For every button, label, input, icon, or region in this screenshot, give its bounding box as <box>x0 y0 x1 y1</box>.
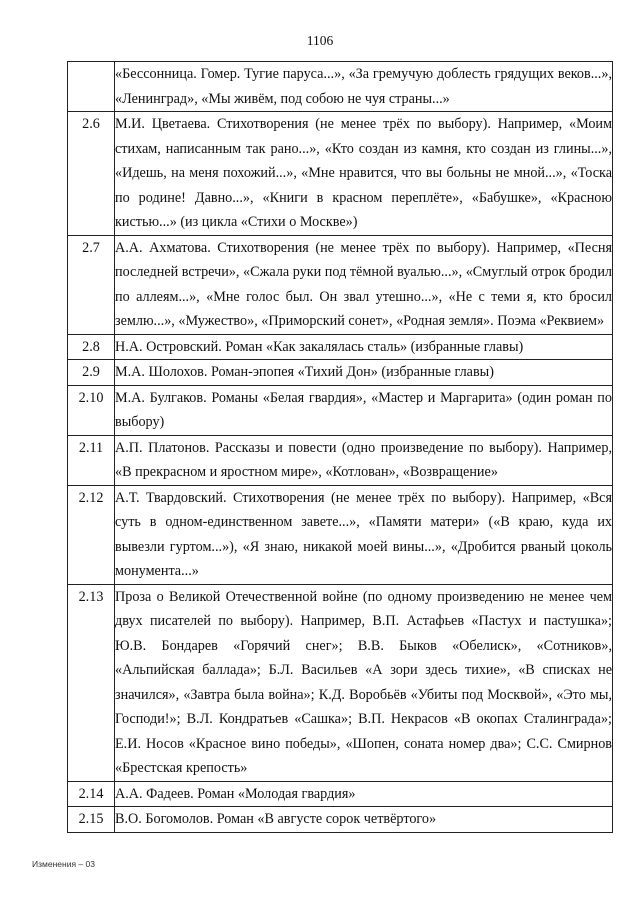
row-text: В.О. Богомолов. Роман «В августе сорок четвёртого» <box>115 807 613 833</box>
row-text: Н.А. Островский. Роман «Как закалялась сталь» (избранные главы) <box>115 334 613 360</box>
footer-revision-note: Изменения – 03 <box>32 859 95 869</box>
row-number <box>68 62 115 112</box>
row-text: М.И. Цветаева. Стихотворения (не менее трёх по выбору). Например, «Моим стихам, написанным так рано...», «Кто создан из камня, кто создан из глины...», «Идешь, на меня похожий...», «Мне нравится, что вы больны не мной...», «Тоска по родине! Давно...», «Книги в красном переплёте», «Бабушке», «Красною кистью...» (из цикла «Стихи о Москве») <box>115 112 613 236</box>
row-text: А.Т. Твардовский. Стихотворения (не менее трёх по выбору). Например, «Вся суть в одном-единственном завете...», «Памяти матери» («В краю, куда их вывезли гуртом...»), «Я знаю, никакой моей вины...», «Дробится рваный цоколь монумента...» <box>115 485 613 584</box>
row-text: А.А. Ахматова. Стихотворения (не менее трёх по выбору). Например, «Песня последней встречи», «Сжала руки под тёмной вуалью...», «Смуглый отрок бродил по аллеям...», «Мне голос был. Он звал утешно...», «Не с теми я, кто бросил землю...», «Мужество», «Приморский сонет», «Родная земля». Поэма «Реквием» <box>115 235 613 334</box>
row-number: 2.15 <box>68 807 115 833</box>
table-row <box>68 584 613 781</box>
table-row <box>68 807 613 833</box>
table-row <box>68 235 613 334</box>
row-text: А.А. Фадеев. Роман «Молодая гвардия» <box>115 781 613 807</box>
row-text: А.П. Платонов. Рассказы и повести (одно произведение по выбору). Например, «В прекрасном и яростном мире», «Котлован», «Возвращение» <box>115 435 613 485</box>
table-row <box>68 781 613 807</box>
row-number: 2.6 <box>68 112 115 236</box>
row-number: 2.8 <box>68 334 115 360</box>
row-text: М.А. Булгаков. Романы «Белая гвардия», «Мастер и Маргарита» (один роман по выбору) <box>115 385 613 435</box>
table-row <box>68 485 613 584</box>
row-number: 2.12 <box>68 485 115 584</box>
curriculum-table <box>67 61 613 833</box>
table-row <box>68 112 613 236</box>
row-text: Проза о Великой Отечественной войне (по одному произведению не менее чем двух писателей по выбору). Например, В.П. Астафьев «Пастух и пастушка»; Ю.В. Бондарев «Горячий снег»; В.В. Быков «Обелиск», «Сотников», «Альпийская баллада»; Б.Л. Васильев «А зори здесь тихие», «В списках не значился», «Завтра была война»; К.Д. Воробьёв «Убиты под Москвой», «Это мы, Господи!»; В.Л. Кондратьев «Сашка»; В.П. Некрасов «В окопах Сталинграда»; Е.И. Носов «Красное вино победы», «Шопен, соната номер два»; С.С. Смирнов «Брестская крепость» <box>115 584 613 781</box>
row-number: 2.10 <box>68 385 115 435</box>
table-row <box>68 435 613 485</box>
row-text: М.А. Шолохов. Роман-эпопея «Тихий Дон» (избранные главы) <box>115 360 613 386</box>
row-number: 2.7 <box>68 235 115 334</box>
row-text: «Бессонница. Гомер. Тугие паруса...», «За гремучую доблесть грядущих веков...», «Ленинград», «Мы живём, под собою не чуя страны...» <box>115 62 613 112</box>
table-row <box>68 360 613 386</box>
row-number: 2.9 <box>68 360 115 386</box>
table-row <box>68 62 613 112</box>
row-number: 2.13 <box>68 584 115 781</box>
table-row <box>68 385 613 435</box>
row-number: 2.14 <box>68 781 115 807</box>
row-number: 2.11 <box>68 435 115 485</box>
page-number: 1106 <box>306 33 334 48</box>
table-row <box>68 334 613 360</box>
